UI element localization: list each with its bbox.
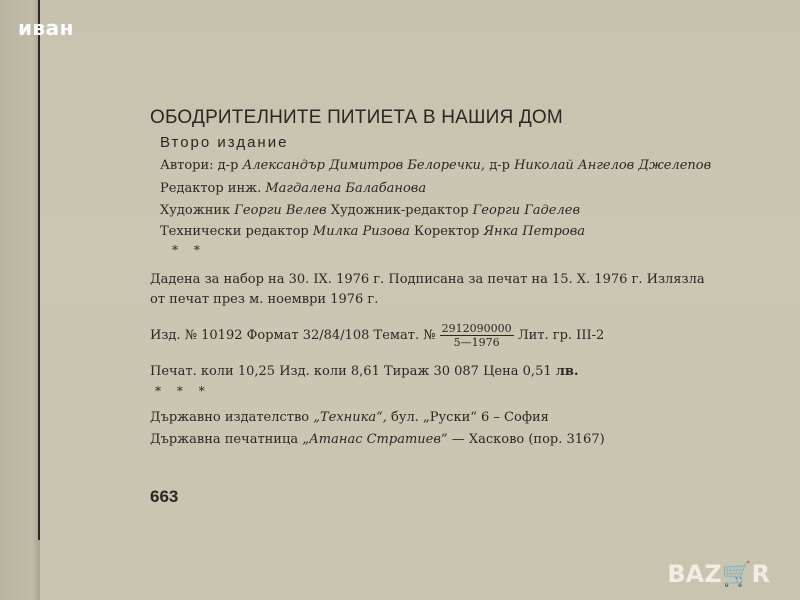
tech-editor-name: Милка Ризова [312, 224, 410, 239]
print-dates-line-1: Дадена за набор на 30. IX. 1976 г. Подписана за печат на 15. X. 1976 г. Излязла [150, 272, 705, 287]
printer-label: Държавна печатница [150, 432, 299, 447]
authors-label: Автори: д-р [160, 158, 239, 173]
author-2: Николай Ангелов Джелепов [514, 158, 712, 173]
editor-label: Редактор инж. [160, 181, 262, 196]
print-dates-line-2: от печат през м. ноември 1976 г. [150, 292, 379, 307]
printer-line [150, 432, 605, 447]
izd-text: Изд. № 10192 Формат 32/84/108 Темат. № [150, 328, 436, 343]
lit-group: Лит. гр. III-2 [517, 328, 605, 343]
publication-number-line [150, 322, 604, 349]
book-title: ОБОДРИТЕЛНИТЕ ПИТИЕТА В НАШИЯ ДОМ [150, 107, 563, 128]
art-editor-name: Георги Гаделев [472, 203, 581, 218]
bazar-logo: BAZ🛒R [667, 560, 770, 588]
seller-watermark: иван [18, 16, 74, 40]
thematic-denominator: 5—1976 [453, 336, 500, 349]
book-spine-shadow [0, 0, 40, 600]
separator-stars-1: * * [172, 243, 206, 257]
page-number: 663 [150, 487, 179, 506]
printer-address: — Хасково (пор. 3167) [451, 432, 605, 447]
publisher-name: „Техника“, [313, 410, 387, 425]
thematic-number [440, 322, 514, 349]
authors-line [160, 158, 711, 173]
artist-label: Художник [160, 203, 231, 218]
edition-label: Второ издание [160, 134, 289, 151]
separator-stars-2: * * * [155, 384, 211, 398]
editor-line [160, 181, 426, 196]
proofreader-name: Янка Петрова [483, 224, 586, 239]
tech-editor-line [160, 224, 585, 239]
art-editor-label: Художник-редактор [330, 203, 469, 218]
authors-mid-label: д-р [489, 158, 510, 173]
publisher-label: Държавно издателство [150, 410, 310, 425]
print-sheets-line [150, 364, 579, 379]
printer-name: „Атанас Стратиев“ [302, 432, 448, 447]
proofreader-label: Коректор [414, 224, 480, 239]
artist-name: Георги Велев [234, 203, 327, 218]
publisher-address: бул. „Руски“ 6 – София [391, 410, 549, 425]
tech-editor-label: Технически редактор [160, 224, 309, 239]
currency: лв. [555, 364, 579, 379]
thematic-numerator: 2912090000 [441, 322, 512, 335]
author-1: Александър Димитров Белоречки, [242, 158, 486, 173]
artist-line [160, 203, 580, 218]
print-sheets-text: Печат. коли 10,25 Изд. коли 8,61 Тираж 30 087 Цена 0,51 [150, 364, 552, 379]
publisher-line [150, 410, 549, 425]
editor-name: Магдалена Балабанова [265, 181, 427, 196]
